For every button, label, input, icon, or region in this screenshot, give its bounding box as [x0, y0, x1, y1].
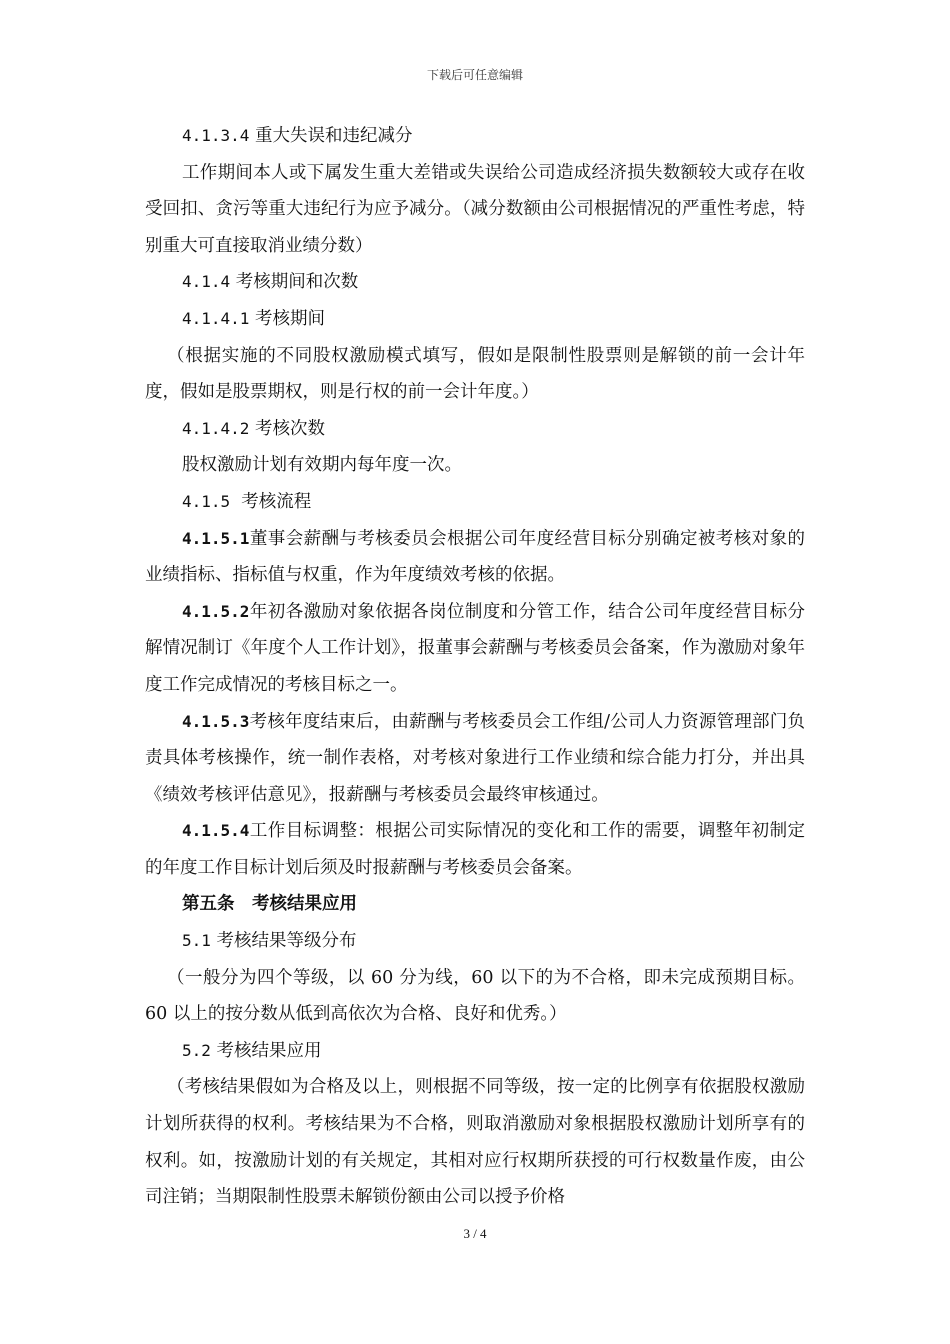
paragraph-4-1-5-4: 4.1.5.4工作目标调整：根据公司实际情况的变化和工作的需要，调整年初制定的年度工作目标计划后须及时报薪酬与考核委员会备案。: [145, 821, 805, 878]
paragraph-4-1-5-3: 4.1.5.3考核年度结束后，由薪酬与考核委员会工作组/公司人力资源管理部门负责具体考核操作，统一制作表格，对考核对象进行工作业绩和综合能力打分，并出具《绩效考核评估意见》，报薪酬与考核委员会最终审核通过。: [145, 711, 805, 805]
page-header: 下载后可任意编辑: [426, 68, 523, 82]
paragraph-assessment-period: （根据实施的不同股权激励模式填写，假如是限制性股票则是解锁的前一会计年度，假如是股票期权，则是行权的前一会计年度。）: [145, 345, 805, 403]
section-heading-4-1-4-2: 4.1.4.2 考核次数: [182, 418, 325, 439]
section-heading-5-2: 5.2 考核结果应用: [182, 1040, 322, 1061]
section-heading-5-1: 5.1 考核结果等级分布: [182, 931, 357, 952]
document-body: [145, 118, 805, 1216]
section-heading-4-1-4: 4.1.4 考核期间和次数: [182, 272, 359, 293]
paragraph-result-grades: （一般分为四个等级，以 60 分为线，60 以下的为不合格，即未完成预期目标。60 以上的按分数从低到高依次为合格、良好和优秀。）: [145, 967, 805, 1025]
section-heading-4-1-4-1: 4.1.4.1 考核期间: [182, 308, 325, 329]
article-five-heading: 第五条 考核结果应用: [182, 894, 357, 915]
section-heading-4-1-3-4: 4.1.3.4 重大失误和违纪减分: [182, 126, 413, 146]
paragraph-4-1-5-1: 4.1.5.1董事会薪酬与考核委员会根据公司年度经营目标分别确定被考核对象的业绩指标、指标值与权重，作为年度绩效考核的依据。: [145, 528, 805, 586]
paragraph-4-1-5-2: 4.1.5.2年初各激励对象依据各岗位制度和分管工作，结合公司年度经营目标分解情况制订《年度个人工作计划》，报董事会薪酬与考核委员会备案，作为激励对象年度工作完成情况的考核目标之一。: [145, 601, 805, 695]
page-number: 3 / 4: [463, 1226, 487, 1241]
section-heading-4-1-5: 4.1.5 考核流程: [182, 491, 312, 512]
paragraph-result-application: （考核结果假如为合格及以上，则根据不同等级，按一定的比例享有依据股权激励计划所获得的权利。考核结果为不合格，则取消激励对象根据股权激励计划所享有的权利。如，按激励计划的有关规定，其相对应行权期所获授的可行权数量作废，由公司注销；当期限制性股票未解锁份额由公司以授予价格: [145, 1077, 805, 1208]
paragraph-assessment-frequency: 股权激励计划有效期内每年度一次。: [182, 455, 462, 476]
paragraph-major-error-deduction: 工作期间本人或下属发生重大差错或失误给公司造成经济损失数额较大或存在收受回扣、贪污等重大违纪行为应予减分。（减分数额由公司根据情况的严重性考虑，特别重大可直接取消业绩分数）: [145, 162, 805, 256]
